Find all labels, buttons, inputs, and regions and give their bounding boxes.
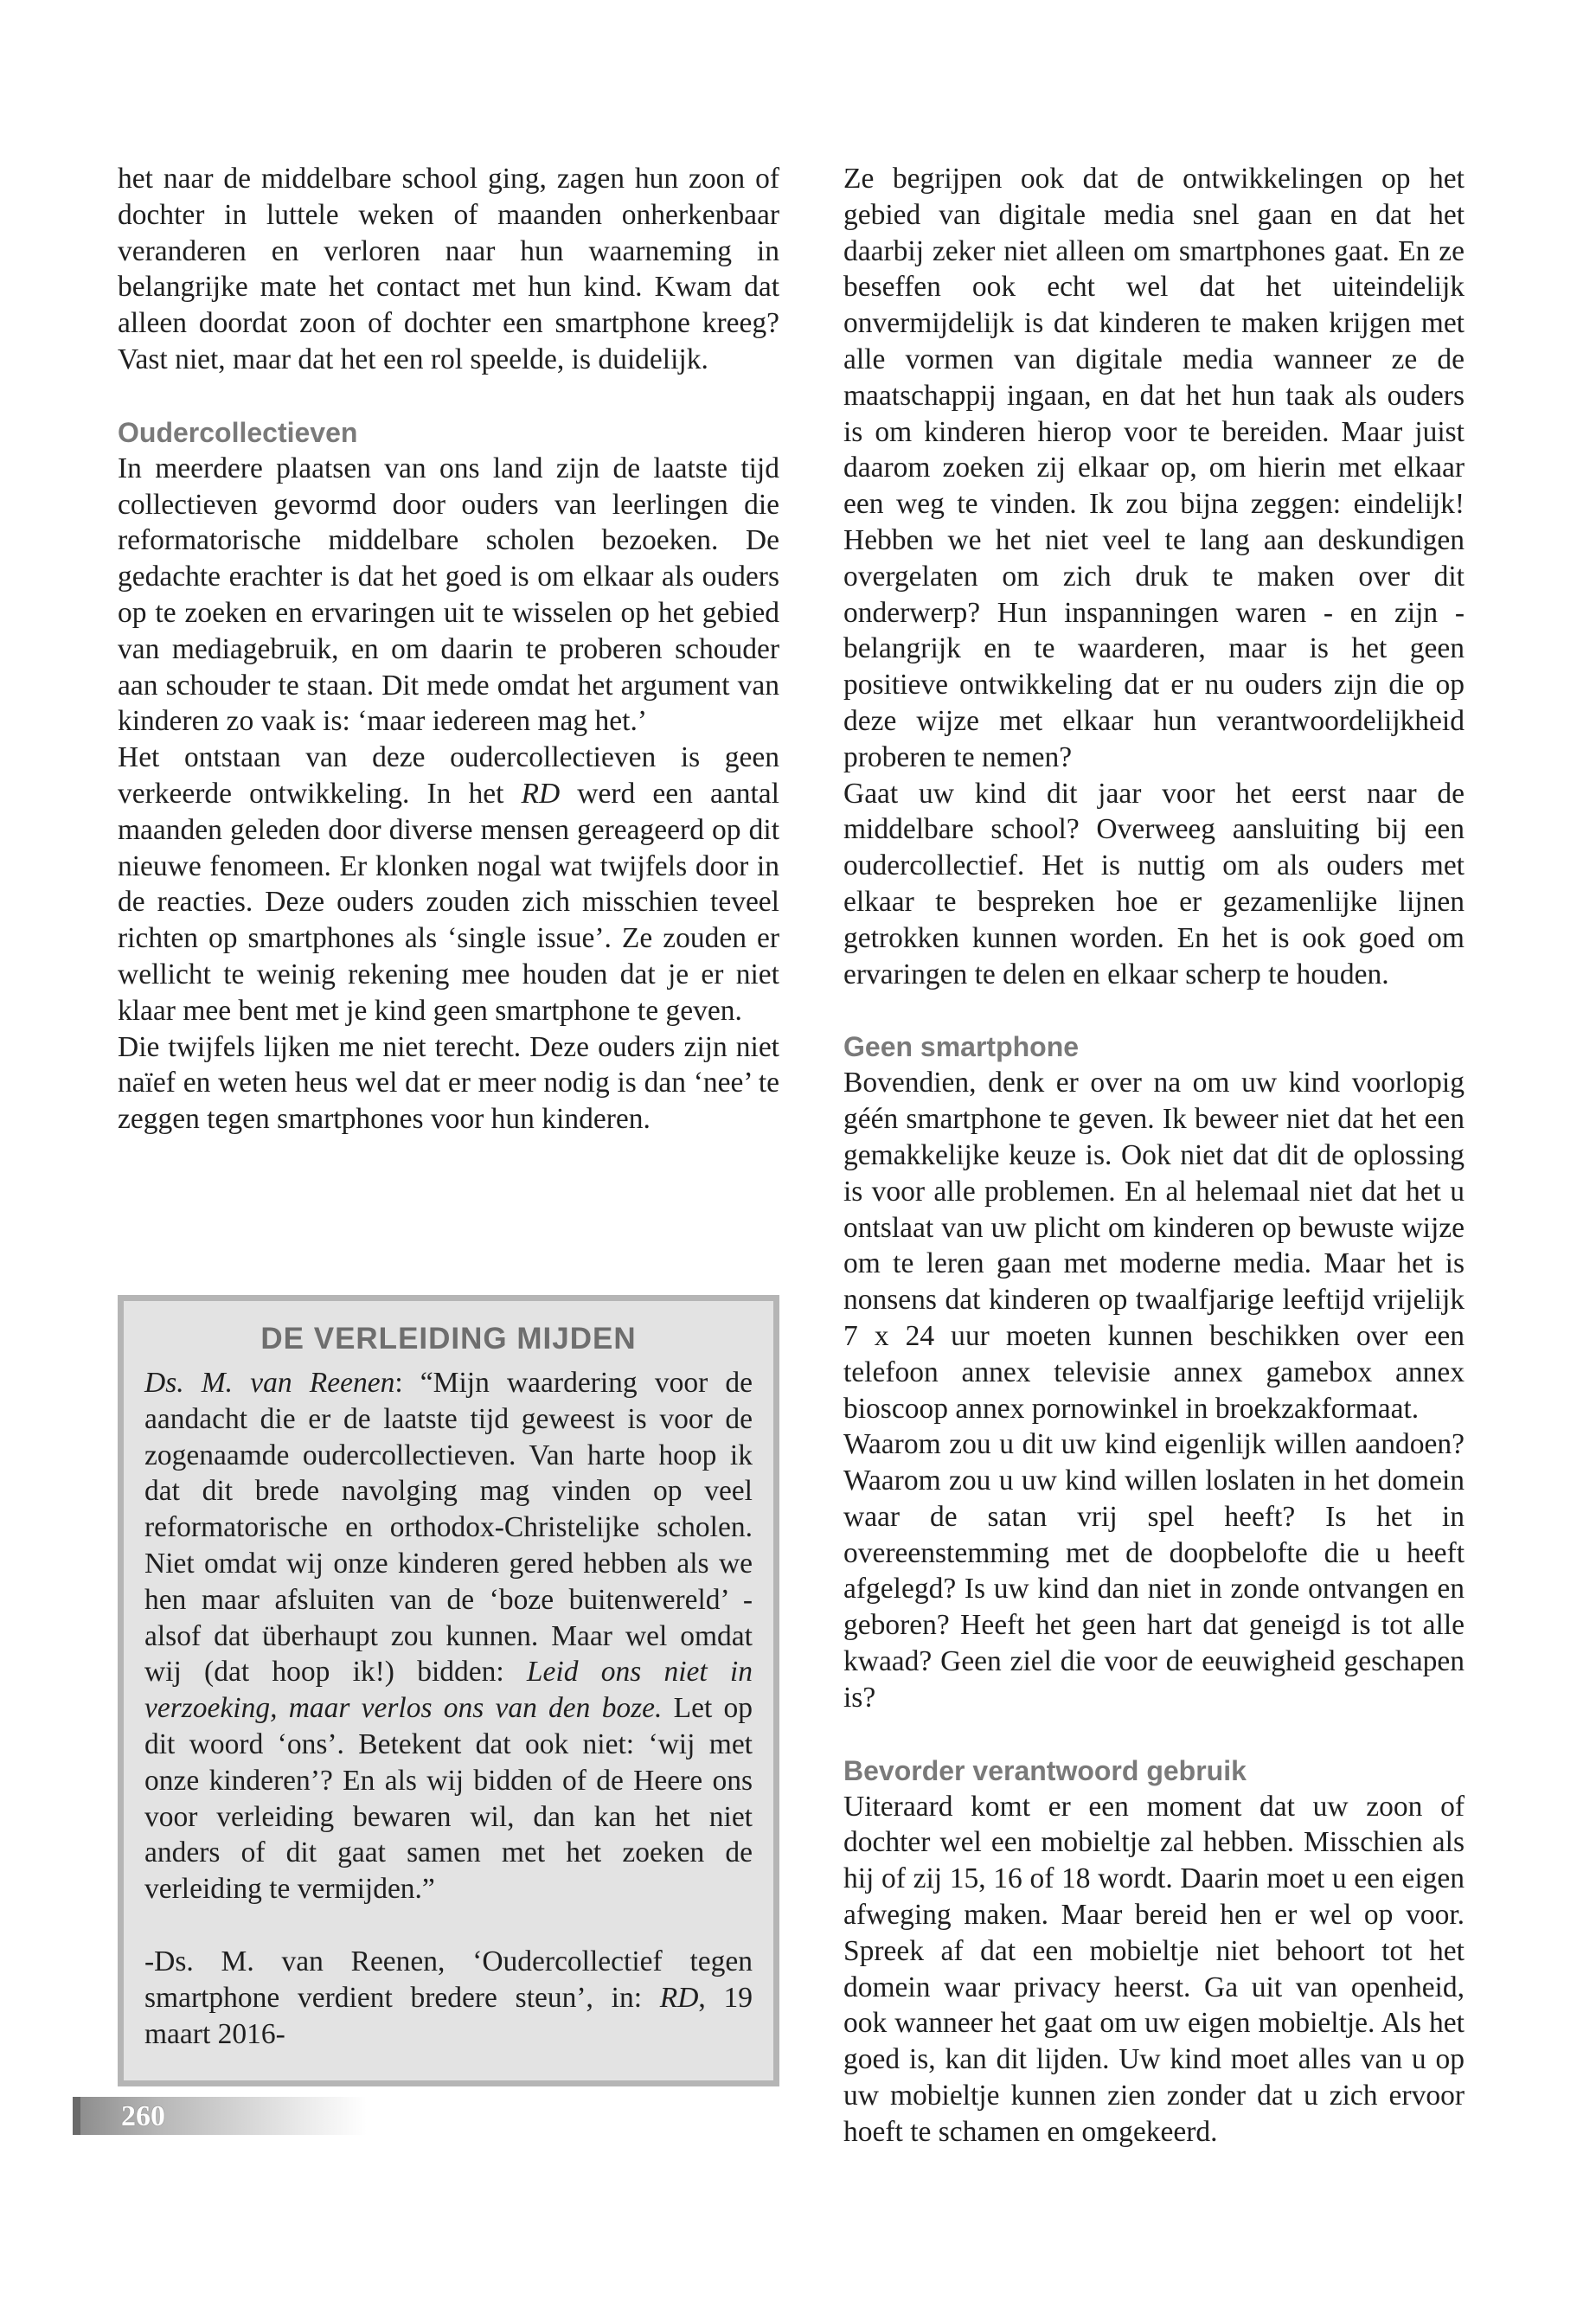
- right-column: [843, 161, 1465, 2150]
- text-run: , 19 maart 2016-: [144, 1981, 753, 2050]
- paragraph: Waarom zou u dit uw kind eigenlijk willen aandoen? Waarom zou u uw kind willen loslaten in het domein waar de satan vrij spel heeft? Is het in overeenstemming met de doopbelofte die u heeft afgelegd? Is uw kind dan niet in zonde ontvangen en geboren? Heeft het geen hart dat geneigd is tot alle kwaad? Geen ziel die voor de eeuwigheid geschapen is?: [843, 1428, 1465, 1714]
- text-run: werd een aantal maanden geleden door diverse mensen gereageerd op dit nieuwe fenomeen. Er klonken nogal wat twijfels door in de reacties. Deze ouders zouden zich misschien teveel richten op smartphones als ‘single issue’. Ze zouden er wellicht te weinig rekening mee houden dat je er niet klaar mee bent met je kind geen smartphone te geven.: [118, 777, 779, 1027]
- page-bar-notch: [73, 2097, 80, 2135]
- sidebar-source: [144, 1944, 753, 2052]
- paragraph: Die twijfels lijken me niet terecht. Deze ouders zijn niet naïef en weten heus wel dat er meer nodig is dan ‘nee’ te zeggen tegen smartphones voor hun kinderen.: [118, 1030, 779, 1136]
- intro-paragraph: het naar de middelbare school ging, zagen hun zoon of dochter in luttele weken of maanden onherkenbaar veranderen en verloren naar hun waarneming in belangrijke mate het contact met hun kind. Kwam dat alleen doordat zoon of dochter een smartphone kreeg? Vast niet, maar dat het een rol speelde, is duidelijk.: [118, 163, 779, 375]
- paragraph: [118, 740, 779, 1029]
- section-heading-geen-smartphone: Geen smartphone: [843, 1031, 1080, 1063]
- prayer-quote: Leid ons niet in verzoeking, maar verlos ons van den boze.: [144, 1656, 753, 1725]
- section-heading-oudercollectieven: Oudercollectieven: [118, 416, 358, 448]
- quote-author: Ds. M. van Reenen: [144, 1367, 395, 1399]
- left-column: [118, 161, 779, 1138]
- quote-sidebar-box: [118, 1295, 779, 2086]
- paragraph: Bovendien, denk er over na om uw kind voorlopig géén smartphone te geven. Ik beweer niet dat het een gemakkelijke keuze is. Ook niet dat dit de oplossing is voor alle problemen. En al helemaal niet dat het u ontslaat van uw plicht om kinderen op bewuste wijze om te leren gaan met moderne media. Maar het is nonsens dat kinderen op twaalfjarige leeftijd vrijelijk 7 x 24 uur moeten kunnen beschikken over een telefoon annex televisie annex gamebox annex bioscoop annex pornowinkel in broekzakformaat.: [843, 1067, 1465, 1425]
- text-run: Het ontstaan van deze oudercollectieven is geen verkeerde ontwikkeling. In het: [118, 741, 779, 810]
- page-number: 260: [121, 2100, 165, 2132]
- text-run: Let op dit woord ‘ons’. Betekent dat ook niet: ‘wij met onze kinderen’? En als wij bidden of de Heere ons voor verleiding bewaren wil, dan kan het niet anders of dit gaat samen met het zoeken de verleiding te vermijden.”: [144, 1692, 753, 1906]
- paragraph: Ze begrijpen ook dat de ontwikkelingen op het gebied van digitale media snel gaan en dat het daarbij zeker niet alleen om smartphones gaat. En ze beseffen ook echt wel dat het uiteindelijk onvermijdelijk is dat kinderen te maken krijgen met alle vormen van digitale media wanneer ze de maatschappij ingaan, en dat het hun taak als ouders is om kinderen hierop voor te bereiden. Maar juist daarom zoeken zij elkaar op, om hierin met elkaar een weg te vinden. Ik zou bijna zeggen: eindelijk! Hebben we het niet veel te lang aan deskundigen overgelaten om zich druk te maken over dit onderwerp? Hun inspanningen waren - en zijn - belangrijk en te waarderen, maar is het geen positieve ontwikkeling dat er nu ouders zijn die op deze wijze met elkaar hun verantwoordelijkheid proberen te nemen?: [843, 163, 1465, 773]
- page-number-bar: [73, 2097, 367, 2135]
- text-run: -Ds. M. van Reenen, ‘Oudercollectief tegen smartphone verdient bredere steun’, in:: [144, 1945, 753, 2014]
- sidebar-title: DE VERLEIDING MIJDEN: [260, 1322, 637, 1356]
- publication-name: RD: [659, 1981, 699, 2014]
- paragraph: Gaat uw kind dit jaar voor het eerst naar de middelbare school? Overweeg aansluiting bij een oudercollectief. Het is nuttig om als ouders met elkaar te bespreken hoe er gezamenlijke lijnen getrokken kunnen worden. En het is ook goed om ervaringen te delen en elkaar scherp te houden.: [843, 777, 1465, 990]
- sidebar-quote: [144, 1365, 753, 1907]
- paragraph: Uiteraard komt er een moment dat uw zoon of dochter wel een mobieltje zal hebben. Misschien als hij of zij 15, 16 of 18 wordt. Daarin moet u een eigen afweging maken. Maar bereid hen er wel op voor. Spreek af dat een mobieltje niet behoort tot het domein waar privacy heerst. Ga uit van openheid, ook wanneer het gaat om uw eigen mobieltje. Als het goed is, kan dit lijden. Uw kind moet alles van u op uw mobieltje kunnen zien zonder dat u zich ervoor hoeft te schamen en omgekeerd.: [843, 1790, 1465, 2148]
- paragraph: In meerdere plaatsen van ons land zijn de laatste tijd collectieven gevormd door ouders van leerlingen die reformatorische middelbare scholen bezoeken. De gedachte erachter is dat het goed is om elkaar als ouders op te zoeken en ervaringen uit te wisselen op het gebied van mediagebruik, en om daarin te proberen schouder aan schouder te staan. Dit mede omdat het argument van kinderen zo vaak is: ‘maar iedereen mag het.’: [118, 452, 779, 738]
- text-run: : “Mijn waardering voor de aandacht die er de laatste tijd geweest is voor de zogenaamde oudercollectieven. Van harte hoop ik dat dit brede navolging mag vinden op veel reformatorische en orthodox-Christelijke scholen. Niet omdat wij onze kinderen gered hebben als we hen maar afsluiten van de ‘boze buitenwereld’ - alsof dat überhaupt zou kunnen. Maar wel omdat wij (dat hoop ik!) bidden:: [144, 1367, 753, 1689]
- section-heading-bevorder-verantwoord-gebruik: Bevorder verantwoord gebruik: [843, 1754, 1247, 1786]
- publication-name: RD: [521, 777, 561, 810]
